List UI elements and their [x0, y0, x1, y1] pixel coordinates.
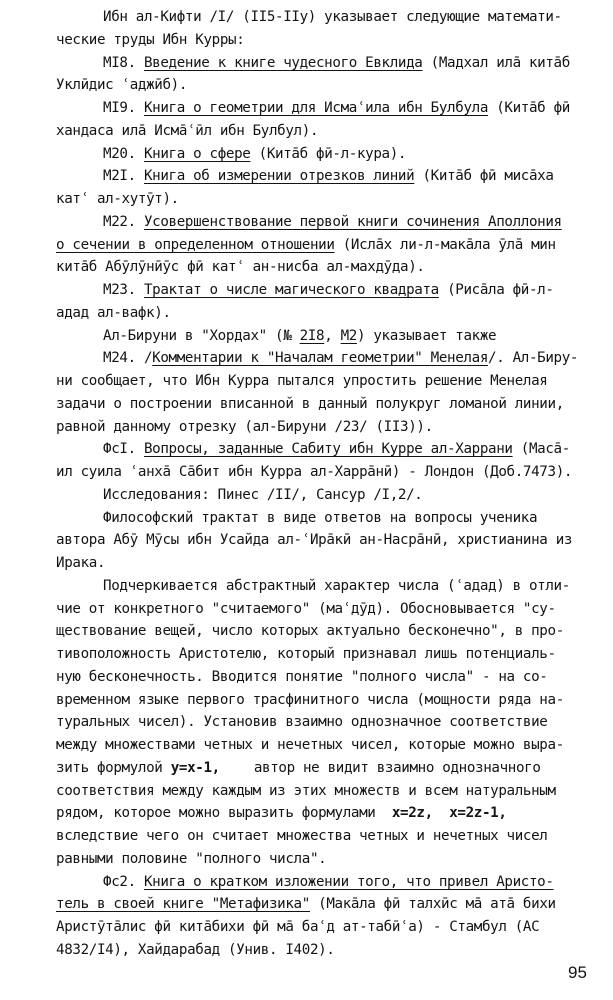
underlined-title: M2 [340, 327, 357, 344]
text-segment: Подчеркивается абстрактный характер числа (ʿадад) в отли- [103, 577, 570, 594]
text-line [56, 507, 601, 530]
text-segment: ил суила ʿанха̄ Са̄бит ибн Курра ал-Харра̄нӣ) - Лондон (Доб.7473). [56, 464, 573, 480]
text-line [56, 370, 601, 393]
text-line [56, 211, 601, 234]
text-line [56, 939, 601, 962]
text-segment: адад ал-вафк). [56, 304, 171, 321]
text-line [56, 484, 601, 507]
text-segment: ную бесконечность. Вводится понятие "полного числа" - на со- [56, 668, 548, 685]
text-line [56, 6, 601, 29]
text-line [56, 416, 601, 439]
text-line [56, 916, 601, 939]
text-line [56, 461, 601, 484]
text-line [56, 29, 601, 52]
formula: x=2z, [391, 805, 433, 822]
text-line [56, 256, 601, 279]
text-line [56, 552, 601, 575]
text-segment: Аристӯта̄лис фӣ кита̄бихи фӣ ма̄ баʿд ат-табӣʿа) - Стамбул (АС [56, 919, 540, 935]
text-segment: равной данному отрезку (ал-Бируни /23/ (II3)). [56, 418, 433, 435]
text-segment: кита̄б Абӯлӯнӣӯс фӣ катʿ ан-нисба ал-махдӯда). [56, 259, 425, 276]
text-segment: , [324, 327, 341, 344]
text-segment: равными половине "полного числа". [56, 850, 327, 867]
formula: x=2z-1, [449, 805, 507, 822]
text-line [56, 325, 601, 348]
text-segment: зить формулой [56, 759, 171, 776]
text-segment: хандаса ила̄ Исма̄ʿӣл ибн Булбул). [56, 122, 319, 139]
underlined-title: о сечении в определенном отношении [56, 236, 335, 253]
text-line [56, 780, 601, 803]
underlined-title: Книга о геометрии для Исмаʿила ибн Булбула [143, 100, 489, 116]
text-segment: M20. [103, 145, 144, 162]
text-line [56, 52, 601, 75]
text-line [56, 120, 601, 143]
text-segment: Уклӣдис ʿаджӣб). [56, 77, 188, 94]
underlined-title: Трактат о числе магического квадрата [143, 282, 439, 298]
text-segment: (Мака̄ла фӣ талхӣс ма̄ ата̄ бихи [309, 896, 556, 913]
underlined-title: Усовершенствование первой книги сочинения Аполлония [143, 213, 562, 230]
text-segment: Ал-Бируни в "Хордах" (№ [103, 327, 300, 344]
text-line [56, 620, 601, 643]
text-segment: ФсI. [103, 441, 144, 458]
text-segment: Философский трактат в виде ответов на вопросы ученика [103, 509, 538, 526]
text-segment: 4832/I4), Хайдарабад (Унив. I402). [56, 941, 335, 958]
text-segment: (Кита̄б фӣ [488, 100, 570, 116]
text-line [56, 825, 601, 848]
text-segment: чие от конкретного "считаемого" (маʿдӯд). Обосновывается "су- [56, 600, 556, 617]
text-segment: (Кита̄б фӣ-л-кура). [250, 145, 407, 162]
text-segment: соответствия между каждым из этих множеств и всем натуральным [56, 782, 556, 799]
text-segment: туральных чисел). Установив взаимно однозначное соответствие [56, 714, 548, 731]
text-line [56, 848, 601, 871]
underlined-title: Вопросы, заданные Сабиту ибн Курре ал-Харрани [143, 441, 513, 458]
text-segment: Исследования: Пинес /II/, Сансур /I,2/. [103, 486, 423, 503]
text-line [56, 575, 601, 598]
underlined-title: Книга о сфере [143, 145, 251, 162]
text-line [56, 711, 601, 734]
text-segment: автора Абӯ Мӯсы ибн Усайда ал-ʿИра̄кӣ ан-Насра̄нӣ, христианина из [56, 532, 573, 549]
text-line [56, 393, 601, 416]
text-segment: /. Ал-Биру- [488, 350, 579, 367]
text-segment: MI9. [103, 100, 144, 116]
text-line [56, 802, 601, 825]
page-number: 95 [568, 963, 587, 982]
text-segment: ществование вещей, число которых актуально бесконечно", в про- [56, 623, 564, 640]
text-line [56, 666, 601, 689]
text-line [56, 347, 601, 370]
underlined-title: Книга об измерении отрезков линий [143, 168, 415, 185]
text-line [56, 234, 601, 257]
text-segment: (Мадхал ила̄ кита̄б [422, 54, 570, 71]
text-segment: (Риса̄ла фӣ-л- [438, 282, 554, 298]
text-segment: задачи о построении вписанной в данный полукруг ломаной линии, [56, 395, 564, 412]
text-line [56, 529, 601, 552]
underlined-title: тель в своей книге "Метафизика" [56, 896, 310, 913]
formula: y=x-1, [170, 759, 220, 776]
underlined-title: Введение к книге чудесного Евклида [143, 54, 423, 71]
text-line [56, 302, 601, 325]
text-segment: (Кита̄б фӣ миса̄ха [414, 168, 554, 185]
text-line [56, 74, 601, 97]
text-segment: ) указывает также [356, 327, 497, 344]
text-segment: ни сообщает, что Ибн Курра пытался упростить решение Менелая [56, 373, 548, 389]
text-segment: M2I. [103, 168, 144, 185]
text-segment: MI8. [103, 54, 144, 71]
document-page [56, 6, 601, 962]
text-segment: Ибн ал-Кифти /I/ (II5-IIу) указывает следующие математи- [103, 9, 562, 25]
text-segment: Фс2. [103, 873, 144, 890]
text-line [56, 757, 601, 780]
text-line [56, 438, 601, 461]
text-line [56, 188, 601, 211]
text-segment: тивоположность Аристотелю, который признавал лишь потенциаль- [56, 646, 556, 662]
text-segment [433, 805, 449, 821]
underlined-title: Комментарии к "Началам геометрии" Менелая [152, 350, 489, 367]
text-segment: (Маса̄- [512, 441, 570, 458]
text-segment: между множествами четных и нечетных чисел, которые можно выра- [56, 737, 564, 753]
text-segment: временном языке первого трасфинитного числа (мощности ряда на- [56, 691, 564, 708]
text-segment: ческие труды Ибн Курры: [56, 31, 245, 48]
text-segment: автор не видит взаимно однозначного [253, 759, 541, 776]
text-line [56, 97, 601, 120]
text-line [56, 643, 601, 666]
text-segment: M24. / [103, 350, 153, 367]
text-segment: Ирака. [56, 555, 106, 571]
text-line [56, 279, 601, 302]
text-segment: M23. [103, 282, 144, 298]
underlined-title: 2I8 [299, 327, 325, 344]
text-line [56, 165, 601, 188]
text-segment: рядом, которое можно выразить формулами [56, 805, 392, 822]
text-line [56, 143, 601, 166]
text-line [56, 893, 601, 916]
text-line [56, 598, 601, 621]
underlined-title: Книга о кратком изложении того, что привел Аристо- [143, 873, 554, 890]
text-line [56, 734, 601, 757]
text-line [56, 689, 601, 712]
text-segment: катʿ ал-хутӯт). [56, 191, 179, 207]
text-segment: вследствие чего он считает множества четных и нечетных чисел [56, 828, 548, 844]
text-segment: (Исла̄х ли-л-мака̄ла ӯла̄ мин [334, 236, 556, 253]
text-segment: M22. [103, 213, 144, 230]
text-line [56, 871, 601, 894]
